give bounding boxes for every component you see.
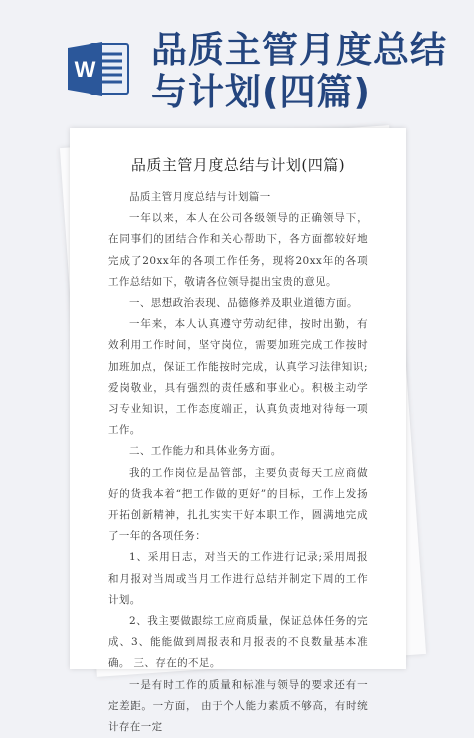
paragraph: 1、采用日志，对当天的工作进行记录;采用周报和月报对当周或当月工作进行总结并制定下周的工作计划。 (108, 551, 368, 606)
paragraph: 品质主管月度总结与计划篇一 (129, 191, 271, 203)
paragraph: 我的工作岗位是品管部，主要负责每天工应商做好的货我本着“把工作做的更好”的目标，工作上发扬开拓创新精神，扎扎实实干好本职工作，圆满地完成了一年的各项任务： (108, 466, 368, 543)
paragraph: 一、思想政治表现、品德修养及职业道德方面。 (129, 297, 358, 310)
word-doc-icon (68, 40, 130, 98)
document-title: 品质主管月度总结与计划(四篇) (130, 156, 346, 174)
paragraph: 一年以来，本人在公司各级领导的正确领导下，在同事们的团结合作和关心帮助下，各方面都较好地完成了20xx年的各项工作任务，现将20xx年的各项工作总结如下，敬请各位领导提出宝贵的意见。 (108, 212, 368, 288)
banner (0, 0, 474, 120)
paragraph: 一是有时工作的质量和标准与领导的要求还有一定差距。一方面， 由于个人能力素质不够高，有时统计存在一定 (108, 678, 368, 734)
paragraph: 2、我主要做跟综工应商质量，保证总体任务的完成、3、能能做到周报表和月报表的不良数量基本准确。 三、存在的不足。 (108, 615, 368, 670)
banner-title-line-2: 与计划(四篇) (151, 72, 371, 113)
banner-title-line-1: 品质主管月度总结 (151, 30, 448, 71)
word-logo-letter: W (74, 57, 96, 82)
paragraph: 一年来，本人认真遵守劳动纪律，按时出勤，有效利用工作时间，坚守岗位，需要加班完成工作按时加班加点，保证工作能按时完成，认真学习法律知识;爱岗敬业，具有强烈的责任感和事业心。积极主动学习专业知识，工作态度端正，认真负责地对待每一项工作。 (108, 318, 368, 437)
document-page (70, 128, 406, 734)
paragraph: 二、工作能力和具体业务方面。 (129, 445, 282, 458)
